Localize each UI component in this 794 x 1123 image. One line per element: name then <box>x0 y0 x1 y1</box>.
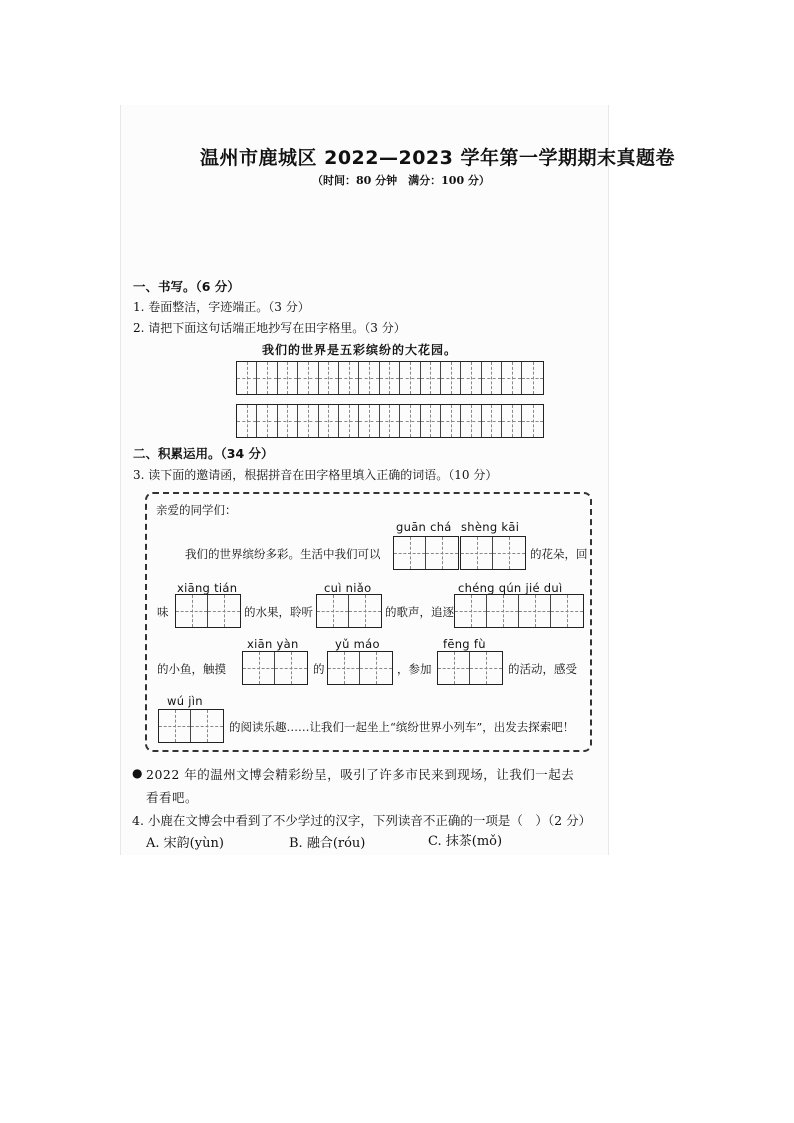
letter-line3-d: 的活动，感受 <box>508 662 577 676</box>
letter-line2-a: 味 <box>157 605 169 619</box>
section-heading-writing: 一、书写。（6 分） <box>133 279 240 294</box>
intro-line-2: 看看吧。 <box>146 790 199 805</box>
pinyin-yu-mao: yǔ máo <box>335 637 380 651</box>
answer-box-xian-yan[interactable] <box>242 651 308 685</box>
question-3: 3. 读下面的邀请函，根据拼音在田字格里填入正确的词语。（10 分） <box>133 468 498 482</box>
letter-line1-b: 的花朵，回 <box>530 547 588 561</box>
answer-box-cheng-qun-jie-dui[interactable] <box>454 594 584 628</box>
answer-box-feng-fu[interactable] <box>437 651 503 685</box>
answer-box-yu-mao[interactable] <box>327 651 393 685</box>
letter-line3-b: 的 <box>313 662 325 676</box>
tianzige-row-1[interactable] <box>236 361 544 395</box>
pinyin-sheng-kai: shèng kāi <box>461 520 520 534</box>
letter-line2-c: 的歌声，追逐 <box>385 605 454 619</box>
option-b[interactable]: B. 融合(róu) <box>289 836 366 851</box>
copy-sentence: 我们的世界是五彩缤纷的大花园。 <box>262 343 458 357</box>
intro-line-1: 2022 年的温州文博会精彩纷呈，吸引了许多市民来到现场，让我们一起去 <box>146 767 575 782</box>
letter-line2-b: 的水果，聆听 <box>244 605 313 619</box>
pinyin-cheng-qun-jie-dui: chéng qún jié duì <box>458 581 563 595</box>
pinyin-wu-jin: wú jìn <box>167 694 203 708</box>
answer-box-wu-jin[interactable] <box>158 709 224 743</box>
option-c[interactable]: C. 抹茶(mǒ) <box>428 834 503 849</box>
letter-line1-a: 我们的世界缤纷多彩。生活中我们可以 <box>185 547 381 561</box>
page-title: 温州市鹿城区 2022—2023 学年第一学期期末真题卷 <box>200 147 675 169</box>
letter-line4: 的阅读乐趣……让我们一起坐上“缤纷世界小列车”，出发去探索吧！ <box>229 720 575 734</box>
question-1: 1. 卷面整洁，字迹端正。（3 分） <box>133 300 310 314</box>
answer-box-guan-cha[interactable] <box>393 536 459 570</box>
answer-box-cui-niao[interactable] <box>316 594 382 628</box>
answer-box-xiang-tian[interactable] <box>175 594 241 628</box>
answer-box-sheng-kai[interactable] <box>460 536 526 570</box>
letter-line3-a: 的小鱼，触摸 <box>157 662 226 676</box>
pinyin-feng-fu: fēng fù <box>443 637 486 651</box>
pinyin-xian-yan: xiān yàn <box>247 637 299 651</box>
option-a[interactable]: A. 宋韵(yùn) <box>146 836 224 851</box>
question-4: 4. 小鹿在文博会中看到了不少学过的汉字，下列读音不正确的一项是（ ）（2 分） <box>132 813 592 828</box>
question-2: 2. 请把下面这句话端正地抄写在田字格里。（3 分） <box>133 321 406 335</box>
pinyin-cui-niao: cuì niǎo <box>324 581 372 595</box>
pinyin-guan-cha: guān chá <box>396 520 452 534</box>
exam-info: （时间：80 分钟 满分：100 分） <box>312 174 490 187</box>
letter-line3-c: ，参加 <box>397 662 432 676</box>
section-heading-accumulation: 二、积累运用。（34 分） <box>133 446 274 461</box>
pinyin-xiang-tian: xiāng tián <box>177 581 238 595</box>
letter-greeting: 亲爱的同学们： <box>156 503 237 517</box>
tianzige-row-2[interactable] <box>236 404 544 438</box>
bullet-icon: ● <box>132 766 143 780</box>
